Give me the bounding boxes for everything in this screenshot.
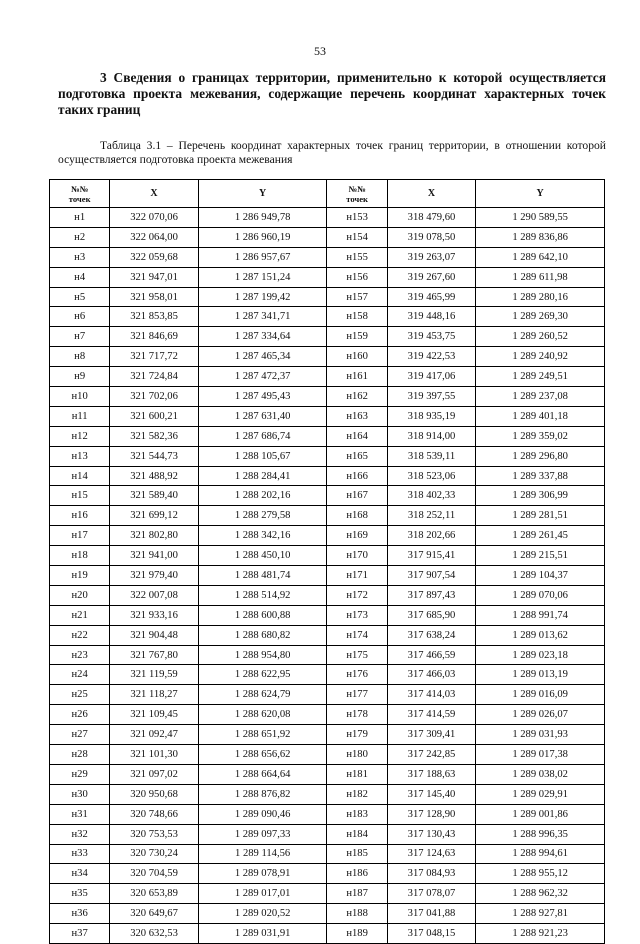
cell-y-left: 1 287 341,71 (198, 307, 327, 327)
cell-y-right: 1 289 611,98 (476, 267, 605, 287)
cell-y-right: 1 289 260,52 (476, 327, 605, 347)
table-row (50, 745, 605, 765)
cell-y-left: 1 289 090,46 (198, 804, 327, 824)
page-number: 53 (314, 44, 326, 58)
section-heading: 3 Сведения о границах территории, применительно к которой осуществляется подготовка проекта межевания, содержащие перечень координат характерных точек таких границ (58, 70, 606, 117)
cell-point-left: н5 (50, 287, 110, 307)
cell-point-right: н165 (327, 446, 387, 466)
cell-y-left: 1 289 078,91 (198, 864, 327, 884)
cell-x-right: 317 907,54 (387, 566, 475, 586)
cell-y-right: 1 289 401,18 (476, 406, 605, 426)
cell-x-left: 321 488,92 (110, 466, 198, 486)
cell-y-right: 1 289 029,91 (476, 784, 605, 804)
cell-y-right: 1 289 642,10 (476, 247, 605, 267)
cell-point-left: н21 (50, 605, 110, 625)
cell-x-right: 319 465,99 (387, 287, 475, 307)
cell-x-left: 322 070,06 (110, 208, 198, 228)
cell-point-left: н23 (50, 645, 110, 665)
cell-x-right: 317 128,90 (387, 804, 475, 824)
cell-x-right: 317 414,03 (387, 685, 475, 705)
cell-y-left: 1 286 957,67 (198, 247, 327, 267)
cell-x-right: 317 084,93 (387, 864, 475, 884)
table-row (50, 924, 605, 944)
cell-x-left: 322 007,08 (110, 585, 198, 605)
cell-x-right: 317 897,43 (387, 585, 475, 605)
table-row (50, 685, 605, 705)
cell-y-right: 1 289 280,16 (476, 287, 605, 307)
cell-y-left: 1 289 017,01 (198, 884, 327, 904)
cell-point-left: н25 (50, 685, 110, 705)
cell-y-left: 1 288 651,92 (198, 725, 327, 745)
cell-x-right: 317 041,88 (387, 904, 475, 924)
cell-x-left: 321 941,00 (110, 546, 198, 566)
cell-x-right: 317 188,63 (387, 764, 475, 784)
cell-point-right: н170 (327, 546, 387, 566)
cell-point-right: н167 (327, 486, 387, 506)
cell-y-left: 1 288 481,74 (198, 566, 327, 586)
cell-y-right: 1 289 306,99 (476, 486, 605, 506)
table-row (50, 844, 605, 864)
cell-y-right: 1 289 038,02 (476, 764, 605, 784)
cell-x-left: 320 632,53 (110, 924, 198, 944)
table-row (50, 566, 605, 586)
cell-y-right: 1 289 026,07 (476, 705, 605, 725)
cell-point-right: н177 (327, 685, 387, 705)
cell-point-right: н161 (327, 367, 387, 387)
cell-x-right: 317 466,03 (387, 665, 475, 685)
cell-x-right: 319 417,06 (387, 367, 475, 387)
cell-point-right: н183 (327, 804, 387, 824)
cell-x-right: 317 078,07 (387, 884, 475, 904)
cell-point-right: н164 (327, 426, 387, 446)
cell-y-right: 1 289 269,30 (476, 307, 605, 327)
cell-point-left: н27 (50, 725, 110, 745)
cell-x-left: 321 119,59 (110, 665, 198, 685)
cell-x-right: 318 539,11 (387, 446, 475, 466)
cell-point-right: н162 (327, 387, 387, 407)
cell-point-left: н30 (50, 784, 110, 804)
cell-y-left: 1 287 334,64 (198, 327, 327, 347)
cell-y-right: 1 289 261,45 (476, 526, 605, 546)
table-caption: Таблица 3.1 – Перечень координат характерных точек границ территории, в отношении которой осуществляется подготовка проекта межевания (58, 139, 606, 166)
cell-x-right: 318 402,33 (387, 486, 475, 506)
table-row (50, 864, 605, 884)
cell-x-right: 317 638,24 (387, 625, 475, 645)
cell-point-right: н184 (327, 824, 387, 844)
table-row (50, 784, 605, 804)
header-point-right (327, 180, 387, 208)
table-row (50, 506, 605, 526)
table-row (50, 406, 605, 426)
cell-point-right: н173 (327, 605, 387, 625)
cell-y-left: 1 289 097,33 (198, 824, 327, 844)
cell-y-right: 1 289 016,09 (476, 685, 605, 705)
cell-y-left: 1 288 284,41 (198, 466, 327, 486)
table-row (50, 884, 605, 904)
cell-x-right: 319 267,60 (387, 267, 475, 287)
cell-x-left: 321 109,45 (110, 705, 198, 725)
cell-point-right: н178 (327, 705, 387, 725)
cell-x-left: 321 904,48 (110, 625, 198, 645)
table-row (50, 904, 605, 924)
table-row (50, 327, 605, 347)
cell-x-right: 319 448,16 (387, 307, 475, 327)
cell-x-left: 321 947,01 (110, 267, 198, 287)
cell-point-left: н24 (50, 665, 110, 685)
table-row (50, 247, 605, 267)
cell-x-left: 321 933,16 (110, 605, 198, 625)
cell-point-left: н13 (50, 446, 110, 466)
cell-point-left: н1 (50, 208, 110, 228)
cell-point-right: н189 (327, 924, 387, 944)
table-row (50, 466, 605, 486)
cell-y-left: 1 287 465,34 (198, 347, 327, 367)
cell-point-right: н157 (327, 287, 387, 307)
table-row (50, 227, 605, 247)
cell-point-left: н19 (50, 566, 110, 586)
cell-x-right: 317 685,90 (387, 605, 475, 625)
cell-y-right: 1 288 996,35 (476, 824, 605, 844)
cell-y-right: 1 288 962,32 (476, 884, 605, 904)
cell-x-left: 320 649,67 (110, 904, 198, 924)
cell-y-right: 1 289 337,88 (476, 466, 605, 486)
cell-x-left: 321 846,69 (110, 327, 198, 347)
cell-y-right: 1 289 104,37 (476, 566, 605, 586)
cell-point-left: н11 (50, 406, 110, 426)
cell-point-left: н20 (50, 585, 110, 605)
table-row (50, 486, 605, 506)
cell-y-right: 1 288 991,74 (476, 605, 605, 625)
cell-x-right: 317 130,43 (387, 824, 475, 844)
cell-y-right: 1 288 921,23 (476, 924, 605, 944)
cell-point-right: н159 (327, 327, 387, 347)
table-row (50, 804, 605, 824)
cell-y-left: 1 287 472,37 (198, 367, 327, 387)
table-row (50, 764, 605, 784)
cell-y-left: 1 288 342,16 (198, 526, 327, 546)
cell-x-left: 321 958,01 (110, 287, 198, 307)
cell-point-right: н155 (327, 247, 387, 267)
cell-x-right: 317 048,15 (387, 924, 475, 944)
cell-y-left: 1 287 199,42 (198, 287, 327, 307)
table-row (50, 526, 605, 546)
table-row (50, 367, 605, 387)
cell-x-left: 321 101,30 (110, 745, 198, 765)
cell-point-right: н187 (327, 884, 387, 904)
header-row (50, 180, 605, 208)
cell-y-right: 1 289 836,86 (476, 227, 605, 247)
cell-x-left: 320 950,68 (110, 784, 198, 804)
cell-y-right: 1 289 296,80 (476, 446, 605, 466)
cell-y-right: 1 288 994,61 (476, 844, 605, 864)
cell-point-left: н9 (50, 367, 110, 387)
table-row (50, 387, 605, 407)
cell-x-left: 321 097,02 (110, 764, 198, 784)
cell-point-right: н181 (327, 764, 387, 784)
cell-point-left: н31 (50, 804, 110, 824)
cell-y-left: 1 288 680,82 (198, 625, 327, 645)
table-row (50, 585, 605, 605)
cell-point-left: н17 (50, 526, 110, 546)
cell-y-left: 1 287 631,40 (198, 406, 327, 426)
cell-y-left: 1 288 876,82 (198, 784, 327, 804)
header-point-word: точек (346, 193, 369, 204)
cell-point-right: н160 (327, 347, 387, 367)
cell-y-left: 1 287 151,24 (198, 267, 327, 287)
cell-point-left: н12 (50, 426, 110, 446)
cell-point-right: н188 (327, 904, 387, 924)
cell-y-left: 1 286 949,78 (198, 208, 327, 228)
cell-x-left: 321 717,72 (110, 347, 198, 367)
cell-x-left: 320 730,24 (110, 844, 198, 864)
table-row (50, 208, 605, 228)
table-row (50, 705, 605, 725)
cell-point-right: н174 (327, 625, 387, 645)
cell-x-right: 318 935,19 (387, 406, 475, 426)
cell-x-right: 317 414,59 (387, 705, 475, 725)
cell-x-right: 318 914,00 (387, 426, 475, 446)
cell-point-left: н32 (50, 824, 110, 844)
cell-point-left: н4 (50, 267, 110, 287)
cell-y-left: 1 289 020,52 (198, 904, 327, 924)
cell-y-right: 1 288 927,81 (476, 904, 605, 924)
table-row (50, 287, 605, 307)
cell-x-right: 317 145,40 (387, 784, 475, 804)
cell-y-right: 1 289 017,38 (476, 745, 605, 765)
header-y-right: Y (476, 180, 605, 208)
cell-y-right: 1 289 237,08 (476, 387, 605, 407)
table-row (50, 824, 605, 844)
cell-y-left: 1 287 495,43 (198, 387, 327, 407)
cell-x-right: 318 523,06 (387, 466, 475, 486)
cell-x-right: 317 309,41 (387, 725, 475, 745)
cell-x-right: 318 202,66 (387, 526, 475, 546)
table-row (50, 665, 605, 685)
table-header (50, 180, 605, 208)
cell-y-right: 1 289 240,92 (476, 347, 605, 367)
cell-x-left: 320 704,59 (110, 864, 198, 884)
cell-point-left: н2 (50, 227, 110, 247)
cell-x-right: 319 397,55 (387, 387, 475, 407)
cell-point-right: н154 (327, 227, 387, 247)
cell-point-left: н14 (50, 466, 110, 486)
cell-x-left: 321 118,27 (110, 685, 198, 705)
cell-point-right: н185 (327, 844, 387, 864)
cell-x-left: 321 582,36 (110, 426, 198, 446)
cell-x-left: 321 802,80 (110, 526, 198, 546)
cell-y-left: 1 288 624,79 (198, 685, 327, 705)
cell-y-left: 1 286 960,19 (198, 227, 327, 247)
cell-point-right: н168 (327, 506, 387, 526)
header-point-numbers: №№ (348, 183, 366, 194)
cell-x-right: 317 124,63 (387, 844, 475, 864)
cell-point-left: н22 (50, 625, 110, 645)
cell-y-right: 1 289 001,86 (476, 804, 605, 824)
table-row (50, 645, 605, 665)
cell-y-left: 1 288 450,10 (198, 546, 327, 566)
cell-y-right: 1 289 070,06 (476, 585, 605, 605)
cell-y-right: 1 289 359,02 (476, 426, 605, 446)
table-row (50, 426, 605, 446)
cell-y-right: 1 288 955,12 (476, 864, 605, 884)
coordinates-table (49, 179, 605, 944)
cell-point-left: н34 (50, 864, 110, 884)
cell-point-left: н28 (50, 745, 110, 765)
table-row (50, 307, 605, 327)
cell-y-right: 1 289 031,93 (476, 725, 605, 745)
cell-y-left: 1 288 664,64 (198, 764, 327, 784)
header-point-numbers: №№ (71, 183, 89, 194)
table-row (50, 605, 605, 625)
cell-point-left: н35 (50, 884, 110, 904)
table-row (50, 347, 605, 367)
cell-x-right: 319 422,53 (387, 347, 475, 367)
cell-point-left: н37 (50, 924, 110, 944)
header-point-left (50, 180, 110, 208)
cell-point-right: н158 (327, 307, 387, 327)
cell-x-left: 321 600,21 (110, 406, 198, 426)
cell-x-left: 322 064,00 (110, 227, 198, 247)
cell-point-left: н36 (50, 904, 110, 924)
cell-x-right: 319 453,75 (387, 327, 475, 347)
cell-point-right: н169 (327, 526, 387, 546)
cell-point-right: н156 (327, 267, 387, 287)
cell-x-right: 319 263,07 (387, 247, 475, 267)
cell-y-right: 1 290 589,55 (476, 208, 605, 228)
cell-point-left: н6 (50, 307, 110, 327)
header-x-left: X (110, 180, 198, 208)
table-row (50, 625, 605, 645)
cell-y-left: 1 288 279,58 (198, 506, 327, 526)
cell-point-right: н153 (327, 208, 387, 228)
cell-point-right: н171 (327, 566, 387, 586)
cell-x-left: 321 767,80 (110, 645, 198, 665)
cell-point-left: н15 (50, 486, 110, 506)
cell-x-left: 321 724,84 (110, 367, 198, 387)
table-row (50, 546, 605, 566)
cell-y-left: 1 287 686,74 (198, 426, 327, 446)
cell-point-right: н176 (327, 665, 387, 685)
cell-point-right: н172 (327, 585, 387, 605)
cell-x-right: 317 466,59 (387, 645, 475, 665)
cell-y-left: 1 288 656,62 (198, 745, 327, 765)
cell-y-left: 1 288 600,88 (198, 605, 327, 625)
cell-x-left: 322 059,68 (110, 247, 198, 267)
cell-point-left: н7 (50, 327, 110, 347)
cell-point-right: н182 (327, 784, 387, 804)
cell-y-right: 1 289 023,18 (476, 645, 605, 665)
header-point-word: точек (68, 193, 91, 204)
cell-x-right: 319 078,50 (387, 227, 475, 247)
cell-point-left: н29 (50, 764, 110, 784)
cell-x-left: 320 748,66 (110, 804, 198, 824)
cell-y-left: 1 288 954,80 (198, 645, 327, 665)
cell-y-right: 1 289 013,19 (476, 665, 605, 685)
table-row (50, 725, 605, 745)
cell-point-left: н18 (50, 546, 110, 566)
cell-x-left: 321 699,12 (110, 506, 198, 526)
cell-y-left: 1 288 514,92 (198, 585, 327, 605)
cell-x-left: 321 979,40 (110, 566, 198, 586)
cell-x-right: 317 242,85 (387, 745, 475, 765)
cell-point-left: н33 (50, 844, 110, 864)
cell-x-left: 321 589,40 (110, 486, 198, 506)
cell-point-right: н175 (327, 645, 387, 665)
cell-point-left: н3 (50, 247, 110, 267)
cell-x-left: 321 853,85 (110, 307, 198, 327)
cell-y-left: 1 288 622,95 (198, 665, 327, 685)
cell-y-left: 1 288 620,08 (198, 705, 327, 725)
cell-point-right: н186 (327, 864, 387, 884)
cell-point-right: н180 (327, 745, 387, 765)
cell-y-right: 1 289 249,51 (476, 367, 605, 387)
header-y-left: Y (198, 180, 327, 208)
cell-point-left: н10 (50, 387, 110, 407)
table-row (50, 267, 605, 287)
table-row (50, 446, 605, 466)
cell-y-left: 1 289 031,91 (198, 924, 327, 944)
cell-y-right: 1 289 215,51 (476, 546, 605, 566)
cell-y-left: 1 289 114,56 (198, 844, 327, 864)
cell-point-left: н16 (50, 506, 110, 526)
cell-point-right: н179 (327, 725, 387, 745)
cell-x-right: 317 915,41 (387, 546, 475, 566)
cell-point-right: н166 (327, 466, 387, 486)
cell-point-left: н8 (50, 347, 110, 367)
cell-x-left: 321 092,47 (110, 725, 198, 745)
cell-x-left: 320 653,89 (110, 884, 198, 904)
table-body (50, 208, 605, 944)
cell-x-left: 320 753,53 (110, 824, 198, 844)
cell-x-right: 318 252,11 (387, 506, 475, 526)
cell-y-left: 1 288 105,67 (198, 446, 327, 466)
cell-x-left: 321 544,73 (110, 446, 198, 466)
cell-point-right: н163 (327, 406, 387, 426)
cell-y-right: 1 289 013,62 (476, 625, 605, 645)
cell-y-left: 1 288 202,16 (198, 486, 327, 506)
cell-point-left: н26 (50, 705, 110, 725)
cell-x-left: 321 702,06 (110, 387, 198, 407)
cell-x-right: 318 479,60 (387, 208, 475, 228)
header-x-right: X (387, 180, 475, 208)
cell-y-right: 1 289 281,51 (476, 506, 605, 526)
